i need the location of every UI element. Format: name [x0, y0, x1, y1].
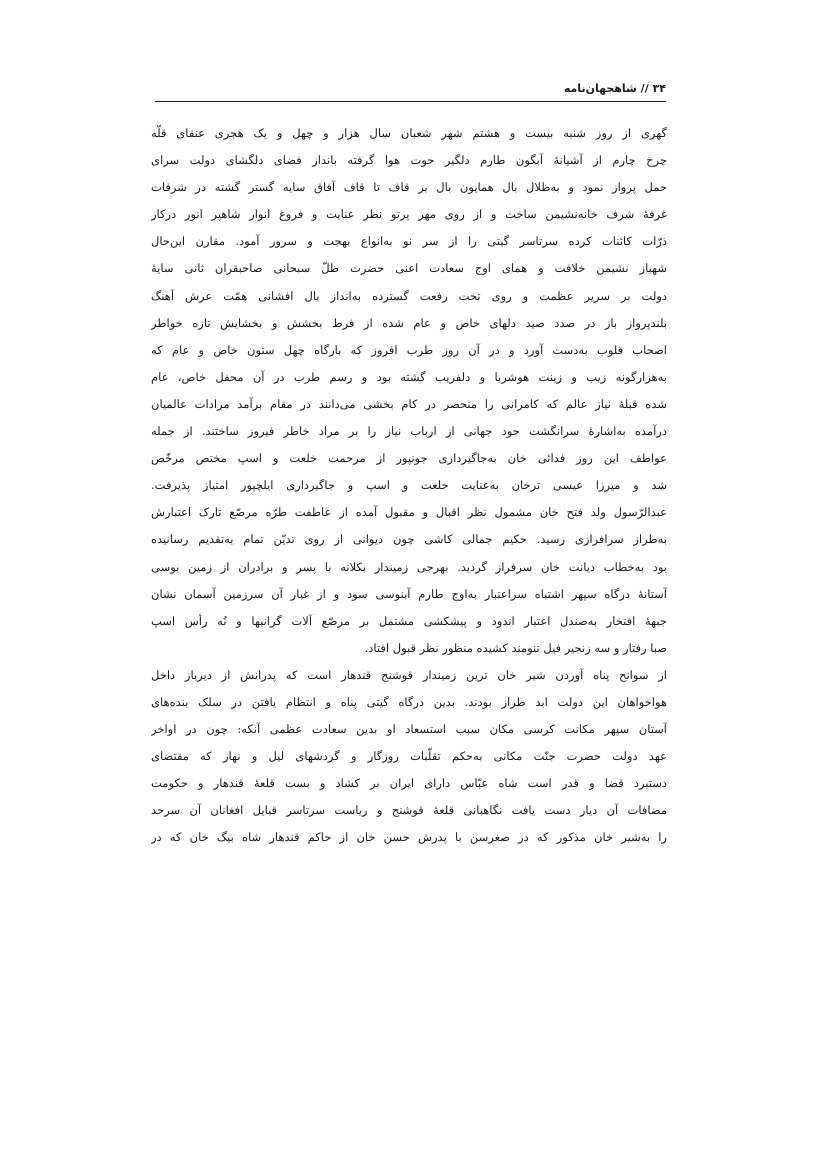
paragraph-2: [151, 662, 667, 852]
text-line: صبا رفتار و سه زنجیر فیل تنومند کشیده منظور نظر قبول افتاد.: [364, 640, 667, 655]
text-line: شده قبلۀ نیاز عالم که کامرانی را منحصر در کام بخشی می‌دانند در مقام برآمد مرادات عالمیان: [151, 396, 667, 411]
text-line: دولت بر سریر عظمت و روی تخت رفعت گسترده به‌انداز بال افشانی همّت عرش آهنگ: [151, 288, 667, 303]
text-line: را به‌شیر خان مذکور که در صغرسن با پدرش حسن خان از حاکم قندهار شاه بیگ خان که در: [151, 830, 667, 845]
text-line: چرخ چارم از آشیانۀ آبگون طارم دلگیر حوت هوا گرفته بانداز فضای دلگشای دولت سرای: [151, 153, 667, 168]
text-line: آستانۀ درگاه سپهر اشتباه سراعتبار به‌اوج طارم آبنوسی سود و از غبار آن سرزمین آسمان نشان: [151, 586, 667, 601]
running-head: ۳۴ // شاهجهان‌نامه: [563, 82, 666, 95]
text-line: از سوانح پناه آوردن شیر خان ترین زمیندار قوشنج قندهار است که پدرانش از دیرباز داخل: [151, 667, 667, 682]
text-line: بلندپرواز باز در صدد صید دلهای خاص و عام شده از فرط بخشش و بخشایش تازه خواطر: [151, 315, 667, 330]
text-line: اصحاب قلوب به‌دست آورد و در آن روز طرب افروز که بارگاه چهل ستون خاص و عام که: [151, 342, 667, 357]
text-line: هواخواهان این دولت ابد طراز بودند. بدین درگاه گیتی پناه و انتظام یافتن در سلک بنده‌های: [151, 694, 667, 709]
body-text: [151, 120, 667, 852]
text-line: غرفۀ شرف خانه‌نشیمن ساخت و از روی مهر پرتو نظر عنایت و فروغ انوار شاهپر انور درکار: [151, 207, 667, 222]
text-line: جبهۀ افتخار به‌صندل اعتبار اندود و پیشکشی مشتمل بر مرصّع آلات گرانبها و نُه رأس اسپ: [151, 613, 667, 628]
text-line: عواطف این روز فدائی خان به‌جاگیرداری جونپور از مرحمت خلعت و اسپ مختص مرخّص: [151, 451, 667, 466]
text-line: عبدالرّسول ولد فتح خان مشمول نظر اقبال و مقبول آمده از عاطفت طرّه مرصّع تارک اعتبارش: [151, 505, 667, 520]
text-line: دستبرد قضا و قدر است شاه عبّاس دارای ایران بر کشاد و بست قلعۀ قندهار و حکومت: [151, 776, 667, 791]
text-line: عهد دولت حضرت جنّت مکانی به‌حکم تقلّبات روزگار و گردشهای لیل و نهار که مقتضای: [151, 749, 667, 764]
text-line: ذرّات کائنات کرده سرتاسر گیتی را از سر نو به‌انواع بهجت و سرور آمود. مقارن این‌حال: [151, 234, 667, 249]
text-line: گهری از روز شنبه بیست و هشتم شهر شعبان سال هزار و چهل و یک هجری عنقای قلّه: [151, 126, 667, 140]
text-line: شهباز نشیمن خلافت و همای اوج سعادت اعنی حضرت ظلّ سبحانی صاحبقران ثانی سایۀ: [151, 261, 667, 276]
paragraph-1: [151, 120, 667, 662]
text-line: آستان سپهر مکانت کرسی مکان سبب استسعاد او بدین سعادت عظمی آنکه: چون در اواخر: [151, 722, 667, 737]
text-line: به‌هزارگونه زیب و زینت هوشربا و دلفریب گشته بود و رسم طرب در آن محفل خاص، عام: [151, 369, 667, 384]
text-line: بود به‌خطاب دیانت خان سرفراز گردید. بهرجی زمیندار بکلانه با پسر و برادران از زمین بوسی: [151, 559, 667, 574]
text-line: شد و میرزا عیسی ترخان به‌عنایت خلعت و اسپ و جاگیرداری ایلچپور امتیاز پذیرفت.: [151, 478, 667, 493]
text-line: مضافات آن دیار دست یافت نگاهبانی قلعۀ قوشنج و ریاست سرتاسر قبایل افغانان آن سرحد: [151, 803, 667, 818]
text-line: درآمده به‌اشارۀ سرانگشت جود جهانی از ارباب نیاز را بر مراد خاطر فیروز ساختند. از جمله: [151, 424, 667, 439]
text-line: به‌طراز سرافرازی رسید. حکیم جمالی کاشی چون دیوانی از روی تدیّن تمام به‌تقدیم رسانیده: [151, 532, 667, 547]
header-rule: [155, 101, 666, 102]
text-line: حمل پرواز نمود و بەظلال بال همایون بال بر قاف تا قاف آفاق سایه گستر گشته در شرفات: [151, 180, 667, 195]
